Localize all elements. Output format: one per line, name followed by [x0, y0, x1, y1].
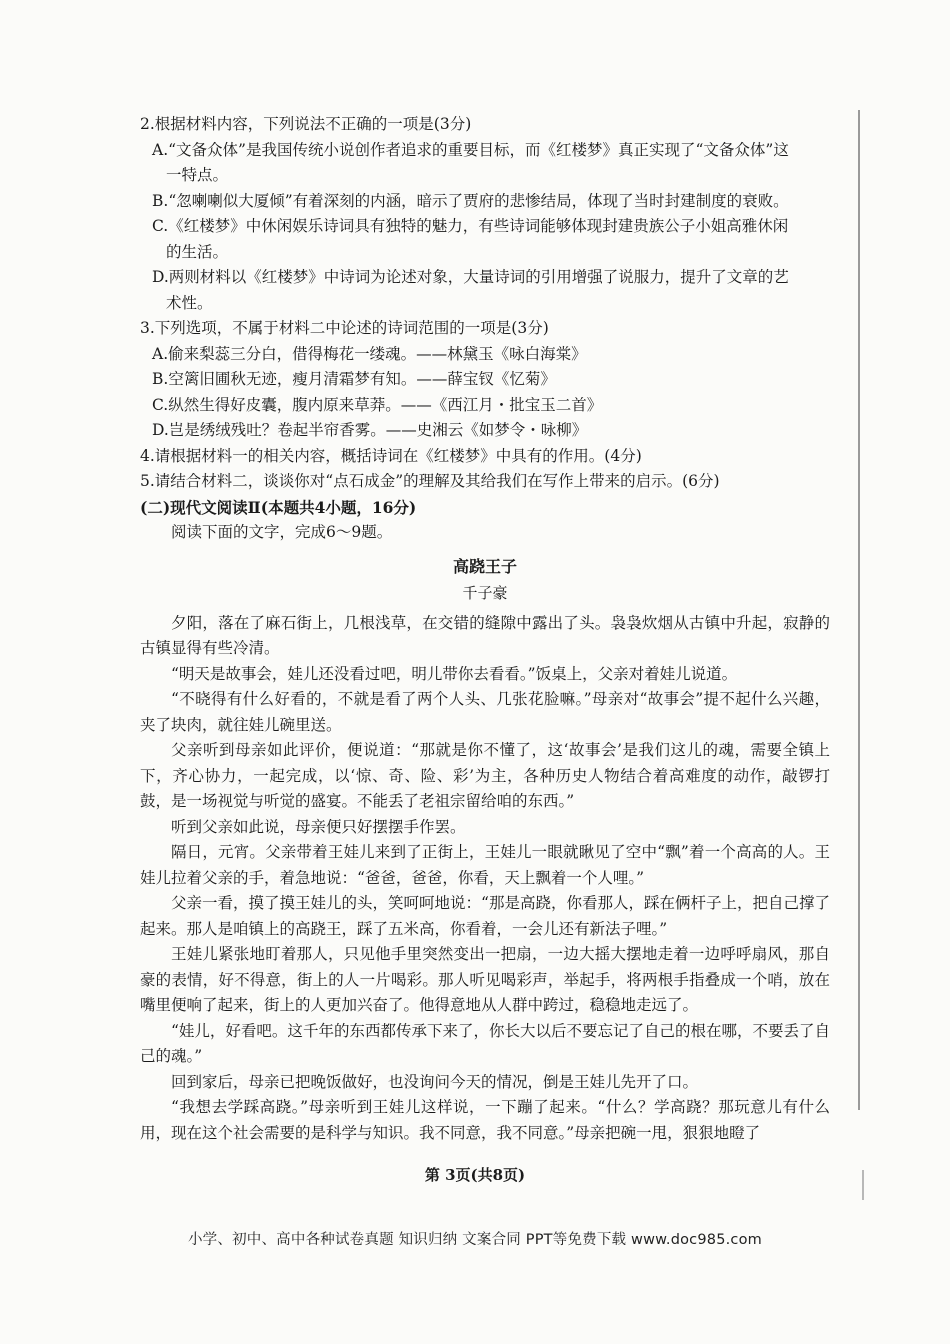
story-paragraph: “明天是故事会，娃儿还没看过吧，明儿带你去看看。”饭桌上，父亲对着娃儿说道。: [171, 664, 738, 683]
question-3-option-b: B.空篱旧圃秋无迹，瘦月清霜梦有知。——薛宝钗《忆菊》: [152, 370, 556, 388]
story-paragraph: “不晓得有什么好看的，不就是看了两个人头、几张花脸嘛。”母亲对“故事会”提不起什么兴趣，夹了块肉，就往娃儿碗里送。: [140, 690, 830, 734]
question-2-option-a-cont: 一特点。: [166, 166, 229, 184]
question-3-option-c: C.纵然生得好皮囊，腹内原来草莽。——《西江月・批宝玉二首》: [152, 395, 603, 414]
download-banner: 小学、初中、高中各种试卷真题 知识归纳 文案合同 PPT等免费下载 www.doc985.com: [187, 1232, 763, 1248]
section-instruction: 阅读下面的文字，完成6～9题。: [171, 523, 393, 541]
question-3-option-d: D.岂是绣绒残吐？卷起半帘香雾。——史湘云《如梦令・咏柳》: [152, 421, 588, 439]
question-5: 5.请结合材料二，谈谈你对“点石成金”的理解及其给我们在写作上带来的启示。(6分): [140, 472, 720, 490]
question-4: 4.请根据材料一的相关内容，概括诗词在《红楼梦》中具有的作用。(4分): [140, 446, 642, 465]
story-paragraph: “我想去学踩高跷。”母亲听到王娃儿这样说，一下蹦了起来。“什么？学高跷？那玩意儿有什么用，现在这个社会需要的是科学与知识。我不同意，我不同意。”母亲把碗一甩，狠狠地瞪了: [140, 1098, 830, 1142]
question-2-option-c: C.《红楼梦》中休闲娱乐诗词具有独特的魅力，有些诗词能够体现封建贵族公子小姐高雅休闲: [152, 217, 789, 235]
question-2-option-d: D.两则材料以《红楼梦》中诗词为论述对象，大量诗词的引用增强了说服力，提升了文章的艺: [152, 268, 789, 286]
question-2-option-c-cont: 的生活。: [166, 242, 229, 261]
story-paragraph: 父亲一看，摸了摸王娃儿的头，笑呵呵地说：“那是高跷，你看那人，踩在俩杆子上，把自己撑了起来。那人是咱镇上的高跷王，踩了五米高，你看着，一会儿还有新法子哩。”: [140, 894, 830, 938]
page-content: [140, 112, 830, 1146]
section-heading: (二)现代文阅读Ⅱ(本题共4小题，16分): [140, 497, 417, 517]
question-2-option-d-cont: 术性。: [166, 293, 213, 312]
question-3-option-a: A.偷来梨蕊三分白，借得梅花一缕魂。——林黛玉《咏白海棠》: [152, 344, 587, 363]
question-3-stem: 3.下列选项，不属于材料二中论述的诗词范围的一项是(3分): [140, 319, 549, 337]
story-paragraph: 王娃儿紧张地盯着那人，只见他手里突然变出一把扇，一边大摇大摆地走着一边呼呼扇风，那自豪的表情，好不得意，街上的人一片喝彩。那人听见喝彩声，举起手，将两根手指叠成一个哨，放在嘴里便响了起来，街上的人更加兴奋了。他得意地从人群中跨过，稳稳地走远了。: [140, 945, 830, 1014]
question-2-stem: 2.根据材料内容，下列说法不正确的一项是(3分): [140, 115, 472, 133]
question-2-option-a: A.“文备众体”是我国传统小说创作者追求的重要目标，而《红楼梦》真正实现了“文备众体”这: [152, 140, 789, 159]
page-number: 第 3页(共8页): [424, 1166, 526, 1184]
question-2-option-b: B.“忽喇喇似大厦倾”有着深刻的内涵，暗示了贾府的悲惨结局，体现了当时封建制度的衰败。: [152, 191, 789, 210]
story-title: 高跷王子: [452, 556, 517, 576]
story-paragraph: 听到父亲如此说，母亲便只好摆摆手作罢。: [171, 817, 466, 836]
story-paragraph: 父亲听到母亲如此评价，便说道：“那就是你不懂了，这‘故事会’是我们这儿的魂，需要全镇上下，齐心协力，一起完成，以‘惊、奇、险、彩’为主，各种历史人物结合着高难度的动作，敲锣打鼓，是一场视觉与听觉的盛宴。不能丢了老祖宗留给咱的东西。”: [140, 741, 830, 810]
story-paragraph: 夕阳，落在了麻石街上，几根浅草，在交错的缝隙中露出了头。袅袅炊烟从古镇中升起，寂静的古镇显得有些冷清。: [140, 613, 830, 657]
story-paragraph: 回到家后，母亲已把晚饭做好，也没询问今天的情况，倒是王娃儿先开了口。: [171, 1072, 699, 1091]
scan-edge-line: [858, 110, 860, 1110]
story-paragraph: 隔日，元宵。父亲带着王娃儿来到了正街上，王娃儿一眼就瞅见了空中“飘”着一个高高的人。王娃儿拉着父亲的手，着急地说：“爸爸，爸爸，你看，天上飘着一个人哩。”: [140, 843, 830, 887]
story-author: 千子豪: [462, 584, 508, 602]
story-paragraph: “娃儿，好看吧。这千年的东西都传承下来了，你长大以后不要忘记了自己的根在哪，不要丢了自己的魂。”: [140, 1021, 830, 1065]
